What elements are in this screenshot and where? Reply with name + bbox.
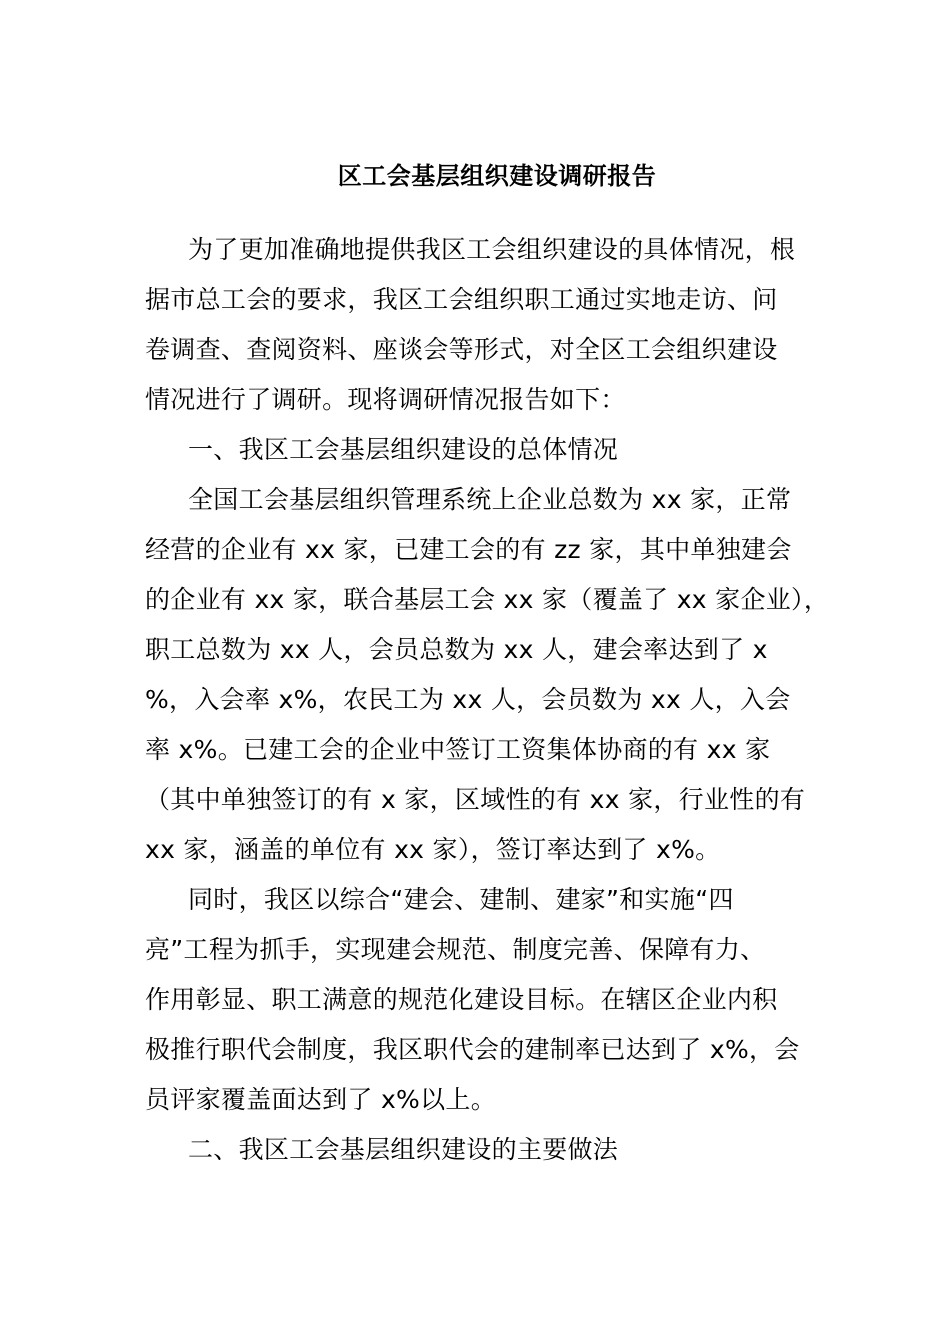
paragraph-line: 同时，我区以综合“建会、建制、建家”和实施“四 — [188, 885, 734, 914]
paragraph-line: 职工总数为 xx 人，会员总数为 xx 人，建会率达到了 x — [145, 635, 768, 664]
paragraph-line: 全国工会基层组织管理系统上企业总数为 xx 家，正常 — [188, 485, 792, 514]
paragraph-line: 经营的企业有 xx 家，已建工会的有 zz 家，其中单独建会 — [145, 535, 792, 564]
paragraph-line: 据市总工会的要求，我区工会组织职工通过实地走访、问 — [145, 285, 778, 314]
paragraph-line: 极推行职代会制度，我区职代会的建制率已达到了 x%，会 — [145, 1035, 800, 1064]
paragraph-line: 卷调查、查阅资料、座谈会等形式，对全区工会组织建设 — [145, 335, 778, 364]
paragraph-line: %，入会率 x%，农民工为 xx 人，会员数为 xx 人，入会 — [145, 685, 791, 714]
section-heading: 二、我区工会基层组织建设的主要做法 — [188, 1135, 619, 1164]
paragraph-line: 为了更加准确地提供我区工会组织建设的具体情况，根 — [188, 235, 796, 264]
paragraph-line: 亮”工程为抓手，实现建会规范、制度完善、保障有力、 — [145, 935, 766, 964]
paragraph-line: 员评家覆盖面达到了 x%以上。 — [145, 1085, 496, 1114]
paragraph-line: 作用彰显、职工满意的规范化建设目标。在辖区企业内积 — [145, 985, 778, 1014]
paragraph-line: 的企业有 xx 家，联合基层工会 xx 家（覆盖了 xx 家企业）， — [145, 585, 830, 614]
document-title: 区工会基层组织建设调研报告 — [337, 162, 657, 190]
paragraph-line: 率 x%。已建工会的企业中签订工资集体协商的有 xx 家 — [145, 735, 771, 764]
paragraph-line: 情况进行了调研。现将调研情况报告如下： — [145, 385, 626, 414]
section-heading: 一、我区工会基层组织建设的总体情况 — [188, 435, 619, 464]
paragraph-line: （其中单独签订的有 x 家，区域性的有 xx 家，行业性的有 — [145, 785, 806, 814]
paragraph-line: xx 家，涵盖的单位有 xx 家），签订率达到了 x%。 — [145, 835, 721, 864]
